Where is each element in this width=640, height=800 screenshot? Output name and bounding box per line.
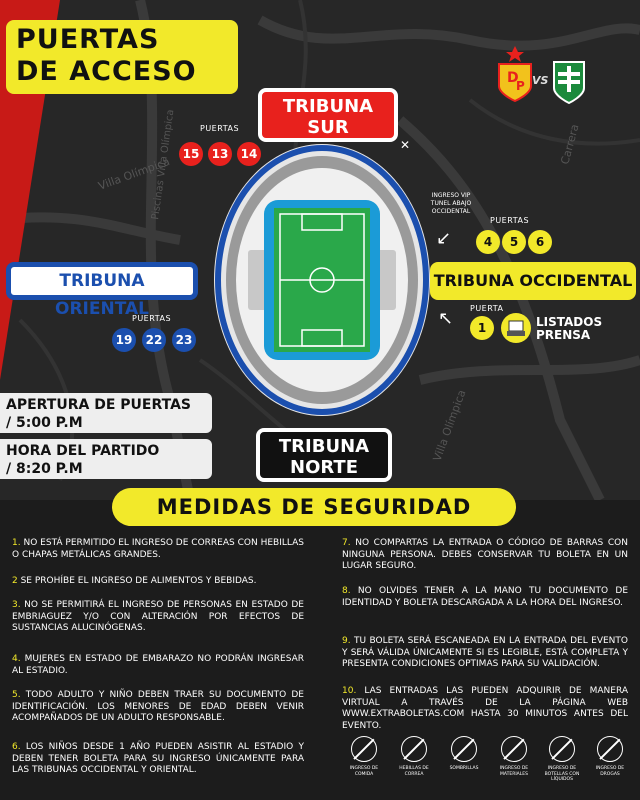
- rule-2-num: 2: [12, 576, 18, 586]
- rule-6-text: LOS NIÑOS DESDE 1 AÑO PUEDEN ASISTIR AL ESTADIO Y DEBEN TENER BOLETA PARA SU INGRESO ÚNICAMENTE PARA LAS TRIBUNAS OCCIDENTAL Y ORIENTAL.: [12, 742, 304, 775]
- rule-10-num: 10.: [342, 686, 357, 696]
- tribuna-oriental-tag: TRIBUNA ORIENTAL: [6, 262, 198, 300]
- opening-label: APERTURA DE PUERTAS: [6, 397, 192, 413]
- nacional-crest-icon: [552, 58, 586, 104]
- rule-7-text: NO COMPARTAS LA ENTRADA O CÓDIGO DE BARRAS CON NINGUNA PERSONA. DEBES CONSERVAR TU BOLETA EN UN LUGAR SEGURO.: [342, 538, 628, 571]
- rule-9: [342, 636, 628, 671]
- opening-time-box: [0, 393, 212, 433]
- security-title: MEDIDAS DE SEGURIDAD: [112, 488, 516, 526]
- rule-5: [12, 690, 304, 725]
- gate-15: 15: [179, 142, 203, 166]
- tribuna-sur-line-2: SUR: [307, 117, 349, 138]
- rule-1-text: NO ESTÁ PERMITIDO EL INGRESO DE CORREAS CON HEBILLAS O CHAPAS METÁLICAS GRANDES.: [12, 538, 304, 560]
- belt-icon: [392, 736, 436, 777]
- sur-arrow-icon: ✕: [400, 138, 411, 152]
- map-label-villa: Villa Olímpica: [96, 154, 172, 193]
- gate-5: 5: [502, 230, 526, 254]
- match-label: HORA DEL PARTIDO: [6, 443, 160, 459]
- svg-text:P: P: [516, 79, 525, 93]
- rule-8-text: NO OLVIDES TENER A LA MANO TU DOCUMENTO DE IDENTIDAD Y BOLETA DESCARGADA A LA HORA DEL INGRESO.: [342, 586, 628, 608]
- map-label-villa-2: Villa Olímpica: [430, 388, 469, 464]
- vs-label: VS: [532, 74, 549, 87]
- metal-objects-icon: [492, 736, 536, 777]
- gate-6: 6: [528, 230, 552, 254]
- map-label-carrera: Carrera: [558, 122, 582, 166]
- rule-1-num: 1.: [12, 538, 21, 548]
- title-line-2: DE ACCESO: [16, 56, 197, 87]
- rule-3-num: 3.: [12, 600, 21, 610]
- pereira-crest-icon: [496, 46, 534, 102]
- tribuna-occidental-tag: TRIBUNA OCCIDENTAL: [430, 262, 636, 300]
- umbrella-icon-label: SOMBRILLAS: [449, 766, 479, 771]
- prensa-label: [536, 316, 602, 342]
- rule-10-text: LAS ENTRADAS LAS PUEDEN ADQUIRIR DE MANERA VIRTUAL A TRAVÉS DE LA PÁGINA WEB WWW.EXTRABOLETAS.COM HASTA 30 MINUTOS ANTES DEL EVENTO.: [342, 686, 628, 731]
- rule-6: [12, 742, 304, 777]
- opening-time: / 5:00 P.M: [6, 415, 83, 431]
- svg-text:D: D: [507, 70, 519, 86]
- bottle-icon-label: INGRESO DE BOTELLAS CON LÍQUIDOS: [544, 766, 580, 782]
- rule-7-num: 7.: [342, 538, 351, 548]
- tribuna-norte-tag: [256, 428, 392, 482]
- gate-19: 19: [112, 328, 136, 352]
- prohibited-icons-row: [342, 736, 636, 796]
- food-icon-label: INGRESO DE COMIDA: [349, 766, 379, 777]
- gate-22: 22: [142, 328, 166, 352]
- drugs-icon-label: INGRESO DE DROGAS: [595, 766, 625, 777]
- gate-4: 4: [476, 230, 500, 254]
- rule-5-num: 5.: [12, 690, 21, 700]
- rule-3-text: NO SE PERMITIRÁ EL INGRESO DE PERSONAS EN ESTADO DE EMBRIAGUEZ Y/O CON ALTERACIÓN POR EFECTOS DE SUSTANCIAS ALUCINÓGENAS.: [12, 600, 304, 633]
- belt-icon-label: HEBILLAS DE CORREA: [399, 766, 429, 777]
- gates-oriental-label: PUERTAS: [132, 314, 172, 323]
- vip-entrance-note: INGRESO VIP TUNEL ABAJO OCCIDENTAL: [430, 192, 472, 215]
- rule-1: [12, 538, 304, 561]
- bottle-icon: [540, 736, 584, 783]
- metal-objects-icon-label: INGRESO DE MATERIALES: [499, 766, 529, 777]
- rule-10: [342, 686, 628, 732]
- stadium-diagram: [212, 140, 432, 420]
- rule-4-num: 4.: [12, 654, 21, 664]
- prensa-arrow-icon: ↖: [438, 308, 454, 329]
- prensa-line-1: LISTADOS: [536, 315, 603, 329]
- tribuna-norte-line-1: TRIBUNA: [278, 436, 370, 457]
- title-line-1: PUERTAS: [16, 24, 160, 55]
- rule-9-num: 9.: [342, 636, 351, 646]
- rule-5-text: TODO ADULTO Y NIÑO DEBEN TRAER SU DOCUMENTO DE IDENTIFICACIÓN. LOS MENORES DE EDAD DEBEN VENIR ACOMPAÑADOS DE UN ADULTO RESPONSABLE.: [12, 690, 304, 723]
- rule-6-num: 6.: [12, 742, 21, 752]
- gates-sur-label: PUERTAS: [200, 124, 240, 133]
- rule-3: [12, 600, 304, 635]
- rule-8-num: 8.: [342, 586, 351, 596]
- rule-4: [12, 654, 304, 677]
- gate-14: 14: [237, 142, 261, 166]
- gates-occidental-label: PUERTAS: [490, 216, 530, 225]
- rule-2-text: SE PROHÍBE EL INGRESO DE ALIMENTOS Y BEBIDAS.: [17, 576, 257, 586]
- tribuna-norte-line-2: NORTE: [290, 457, 358, 478]
- rule-2: [12, 576, 304, 588]
- press-list-icon: [500, 312, 532, 344]
- map-label-piscinas: Piscinas Villa Olímpica: [150, 108, 177, 221]
- vip-arrow-icon: ↙: [436, 228, 452, 249]
- rule-4-text: MUJERES EN ESTADO DE EMBARAZO NO PODRÁN INGRESAR AL ESTADIO.: [12, 654, 304, 676]
- rule-7: [342, 538, 628, 573]
- food-icon: [342, 736, 386, 777]
- match-time-box: [0, 439, 212, 479]
- rule-9-text: TU BOLETA SERÁ ESCANEADA EN LA ENTRADA DEL EVENTO Y SERÁ VÁLIDA ÚNICAMENTE SI ES LEGIBLE, ESTÁ COMPLETA Y PRESENTA CONDICIONES OPTIMAS PARA SU VALIDACIÓN.: [342, 636, 628, 669]
- tribuna-sur-line-1: TRIBUNA: [282, 96, 374, 117]
- tribuna-sur-tag: [258, 88, 398, 142]
- gate-23: 23: [172, 328, 196, 352]
- prensa-line-2: PRENSA: [536, 328, 591, 342]
- gate-13: 13: [208, 142, 232, 166]
- gate-prensa-label: PUERTA: [470, 304, 504, 313]
- rule-8: [342, 586, 628, 609]
- drugs-icon: [588, 736, 632, 777]
- umbrella-icon: [442, 736, 486, 772]
- match-time: / 8:20 P.M: [6, 461, 83, 477]
- page-title: [6, 20, 238, 94]
- gate-1: 1: [470, 316, 494, 340]
